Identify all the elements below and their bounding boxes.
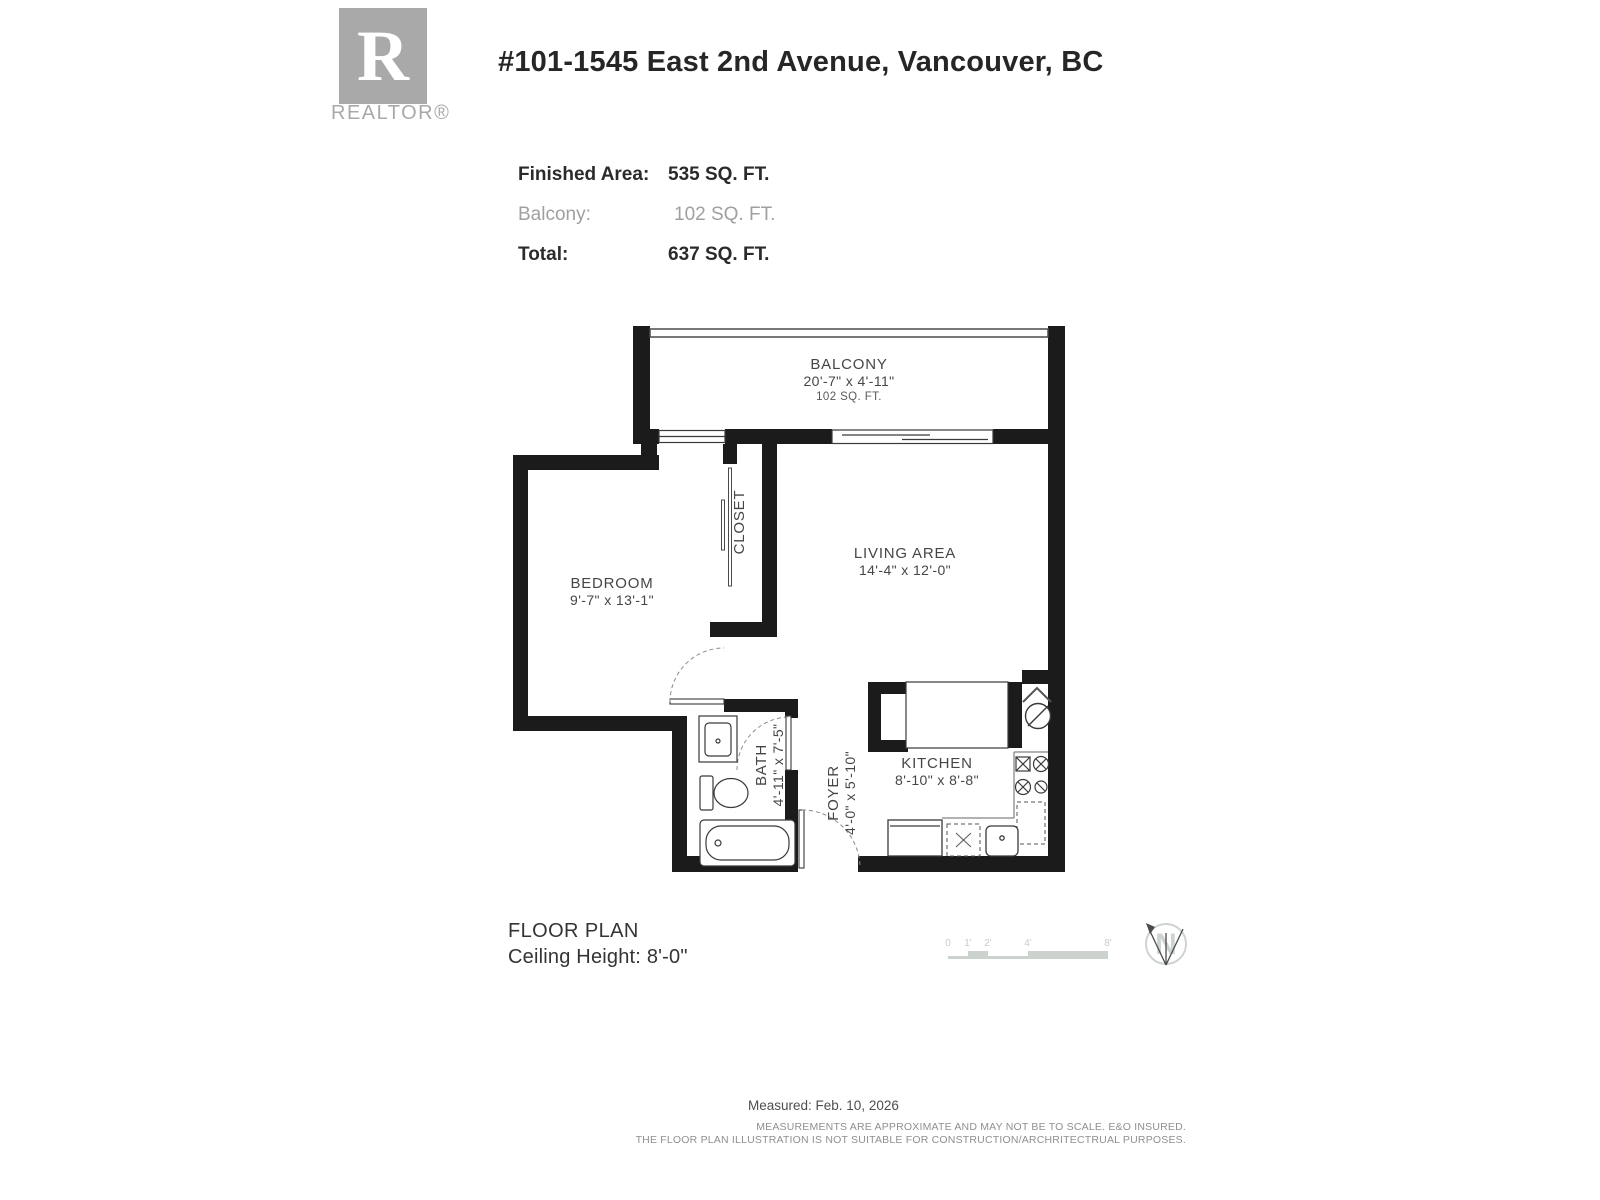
foyer-name: FOYER <box>825 765 842 821</box>
scale-bar <box>945 938 1112 959</box>
disclaimer <box>500 1121 1186 1146</box>
vanity-faucet-dot <box>716 739 720 743</box>
bedroom-bottom-wall <box>513 716 672 731</box>
balcony-railing <box>650 329 1048 337</box>
ceiling-height: Ceiling Height: 8'-0" <box>508 946 688 968</box>
total-area-value: 637 SQ. FT. <box>668 244 770 265</box>
finished-area-value: 535 SQ. FT. <box>668 164 770 185</box>
balcony-right-wall <box>1048 326 1065 444</box>
closet-label <box>731 462 751 582</box>
balcony-sqft: 102 SQ. FT. <box>816 391 882 403</box>
scale-tick-0: 0 <box>945 938 951 949</box>
bedroom-door-leaf <box>670 699 724 704</box>
toilet-bowl <box>714 779 748 808</box>
balcony-label <box>749 356 949 405</box>
finished-area-label: Finished Area: <box>518 164 650 185</box>
compass-arrowhead <box>1146 923 1155 934</box>
living-left-wall <box>762 444 777 637</box>
heater-nook-top-wall <box>1022 670 1065 684</box>
closet-name: CLOSET <box>731 489 748 555</box>
north-wall-a <box>633 429 659 444</box>
page-title: #101-1545 East 2nd Avenue, Vancouver, BC <box>498 46 1104 78</box>
realtor-brand-text: REALTOR® <box>331 102 451 124</box>
entry-door-leaf <box>799 810 804 868</box>
balcony-area-label: Balcony: <box>518 204 591 225</box>
bedroom-window <box>659 431 725 443</box>
kitchen-label <box>847 755 1027 789</box>
kitchen-sink <box>986 826 1018 856</box>
toilet-tank <box>700 776 713 810</box>
scale-tick-4: 4' <box>1024 938 1032 949</box>
closet-sliding-doors <box>722 468 732 586</box>
bedroom-top-wall <box>513 455 659 470</box>
kitchen-dims: 8'-10" x 8'-8" <box>895 772 979 788</box>
measured-date: Measured: Feb. 10, 2026 <box>748 1098 899 1113</box>
dishwasher <box>947 824 980 856</box>
bedroom-label <box>522 575 702 609</box>
kitchen-name: KITCHEN <box>901 755 973 772</box>
bedroom-door-swing <box>670 648 724 702</box>
disclaimer-line-2: THE FLOOR PLAN ILLUSTRATION IS NOT SUITABLE FOR CONSTRUCTION/ARCHRITECTRUAL PURPOSES. <box>635 1133 1186 1146</box>
peninsula-right-stub <box>1008 682 1022 748</box>
total-area-label: Total: <box>518 244 569 265</box>
disclaimer-line-1: MEASUREMENTS ARE APPROXIMATE AND MAY NOT BE TO SCALE. E&O INSURED. <box>756 1121 1186 1133</box>
scale-bar-segment-1 <box>968 951 988 956</box>
scale-bar-segment-2 <box>1028 951 1108 956</box>
living-area-name: LIVING AREA <box>853 545 957 562</box>
bath-dims: 4'-11" x 7'-5" <box>770 723 786 807</box>
compass <box>1146 923 1186 965</box>
floor-plan-title: FLOOR PLAN <box>508 920 639 942</box>
foyer-dims: 4'-0" x 5'-10" <box>842 751 858 835</box>
bath-left-wall <box>672 716 687 872</box>
bedroom-name: BEDROOM <box>570 575 654 592</box>
heater-chevron <box>1023 688 1051 702</box>
peninsula-top-stub <box>868 682 908 694</box>
south-wall-kitchen <box>858 856 1065 872</box>
balcony-name: BALCONY <box>810 356 888 373</box>
scale-tick-8: 8' <box>1104 938 1112 949</box>
bath-label <box>753 695 787 835</box>
balcony-dims: 20'-7" x 4'-11" <box>803 373 895 389</box>
balcony-left-wall <box>633 326 650 444</box>
compass-n-label: N <box>1155 928 1177 961</box>
peninsula-bottom-stub <box>868 740 908 752</box>
bedroom-dims: 9'-7" x 13'-1" <box>570 592 654 608</box>
bath-name: BATH <box>753 743 770 787</box>
scale-tick-1: 1' <box>964 938 972 949</box>
east-wall <box>1048 429 1065 872</box>
living-area-dims: 14'-4" x 12'-0" <box>858 562 952 578</box>
realtor-logo-letter: R <box>357 16 409 96</box>
north-wall-b <box>725 429 832 444</box>
closet-bottom-wall <box>710 622 777 637</box>
living-area-label <box>815 545 995 579</box>
sliding-door <box>832 430 993 444</box>
foyer-label <box>825 723 859 863</box>
bathtub-drain <box>715 840 721 846</box>
closet-top-stub <box>723 444 737 464</box>
scale-bar-base <box>948 956 1108 959</box>
water-heater <box>1023 688 1051 729</box>
refrigerator <box>888 820 942 856</box>
kitchen-peninsula-counter <box>906 682 1008 748</box>
scale-tick-2: 2' <box>984 938 992 949</box>
oven-dashed-outline <box>1017 802 1045 844</box>
balcony-area-value: 102 SQ. FT. <box>674 204 776 225</box>
